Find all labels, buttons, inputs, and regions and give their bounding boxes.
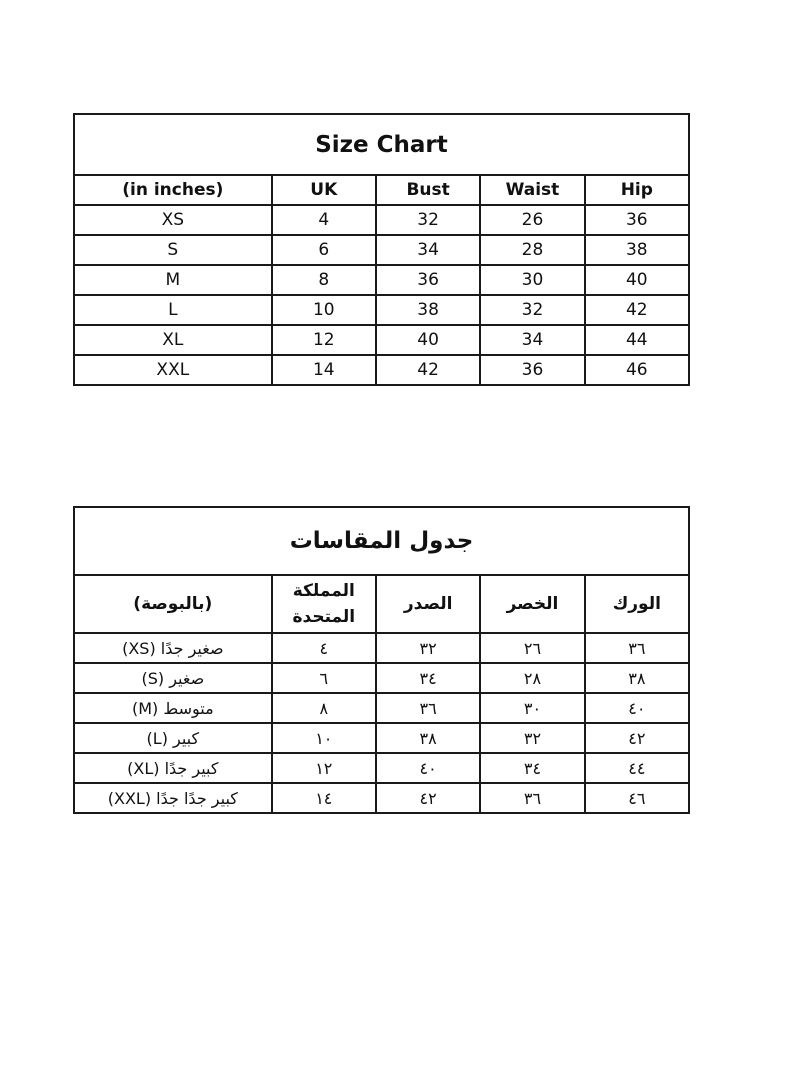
size-chart-table-english (73, 113, 690, 386)
waist-value: ٣٠ (480, 693, 584, 723)
bust-value: 40 (376, 325, 480, 355)
header-unit: (in inches) (74, 175, 272, 205)
header-hip: Hip (585, 175, 689, 205)
bust-value: 32 (376, 205, 480, 235)
table-row (74, 723, 689, 753)
size-label: صغير (S) (74, 663, 272, 693)
hip-value: ٣٨ (585, 663, 689, 693)
hip-value: ٣٦ (585, 633, 689, 663)
size-label: كبير جدًا جدًا (XXL) (74, 783, 272, 813)
waist-value: 26 (480, 205, 584, 235)
hip-value: 36 (585, 205, 689, 235)
table-row (74, 235, 689, 265)
bust-value: 34 (376, 235, 480, 265)
bust-value: ٤٢ (376, 783, 480, 813)
bust-value: 42 (376, 355, 480, 385)
table-row (74, 753, 689, 783)
table-row (74, 355, 689, 385)
uk-size: ١٠ (272, 723, 376, 753)
table-row (74, 693, 689, 723)
bust-value: ٤٠ (376, 753, 480, 783)
header-row (74, 175, 689, 205)
hip-value: ٤٦ (585, 783, 689, 813)
header-waist: Waist (480, 175, 584, 205)
size-label: متوسط (M) (74, 693, 272, 723)
bust-value: ٣٨ (376, 723, 480, 753)
hip-value: 44 (585, 325, 689, 355)
uk-size: 12 (272, 325, 376, 355)
uk-size: ١٤ (272, 783, 376, 813)
bust-value: ٣٢ (376, 633, 480, 663)
header-waist: الخصر (480, 575, 584, 633)
waist-value: 32 (480, 295, 584, 325)
waist-value: ٢٨ (480, 663, 584, 693)
table-row (74, 325, 689, 355)
size-label: S (74, 235, 272, 265)
size-label: XXL (74, 355, 272, 385)
hip-value: ٤٢ (585, 723, 689, 753)
header-unit: (بالبوصة) (74, 575, 272, 633)
size-label: M (74, 265, 272, 295)
size-label: XS (74, 205, 272, 235)
uk-size: 14 (272, 355, 376, 385)
bust-value: ٣٦ (376, 693, 480, 723)
hip-value: 40 (585, 265, 689, 295)
size-label: كبير جدًا (XL) (74, 753, 272, 783)
header-bust: الصدر (376, 575, 480, 633)
header-hip: الورك (585, 575, 689, 633)
size-label: L (74, 295, 272, 325)
uk-size: ٤ (272, 633, 376, 663)
header-row (74, 575, 689, 633)
table-row (74, 265, 689, 295)
table-title: جدول المقاسات (74, 507, 689, 575)
waist-value: ٢٦ (480, 633, 584, 663)
uk-size: ١٢ (272, 753, 376, 783)
table-title: Size Chart (74, 114, 689, 175)
waist-value: 34 (480, 325, 584, 355)
waist-value: ٣٢ (480, 723, 584, 753)
hip-value: 46 (585, 355, 689, 385)
table-row (74, 633, 689, 663)
uk-size: ٦ (272, 663, 376, 693)
size-label: XL (74, 325, 272, 355)
hip-value: 38 (585, 235, 689, 265)
table-row (74, 295, 689, 325)
bust-value: ٣٤ (376, 663, 480, 693)
uk-size: 10 (272, 295, 376, 325)
title-row (74, 507, 689, 575)
table-row (74, 663, 689, 693)
waist-value: 36 (480, 355, 584, 385)
uk-size: 6 (272, 235, 376, 265)
hip-value: 42 (585, 295, 689, 325)
header-uk: UK (272, 175, 376, 205)
size-chart-table-arabic (73, 506, 690, 814)
size-label: صغير جدًا (XS) (74, 633, 272, 663)
table-row (74, 205, 689, 235)
waist-value: 28 (480, 235, 584, 265)
title-row (74, 114, 689, 175)
bust-value: 36 (376, 265, 480, 295)
uk-size: 4 (272, 205, 376, 235)
waist-value: ٣٦ (480, 783, 584, 813)
bust-value: 38 (376, 295, 480, 325)
uk-size: ٨ (272, 693, 376, 723)
waist-value: 30 (480, 265, 584, 295)
header-uk: المملكة المتحدة (272, 575, 376, 633)
header-bust: Bust (376, 175, 480, 205)
hip-value: ٤٠ (585, 693, 689, 723)
hip-value: ٤٤ (585, 753, 689, 783)
size-label: كبير (L) (74, 723, 272, 753)
waist-value: ٣٤ (480, 753, 584, 783)
uk-size: 8 (272, 265, 376, 295)
table-row (74, 783, 689, 813)
